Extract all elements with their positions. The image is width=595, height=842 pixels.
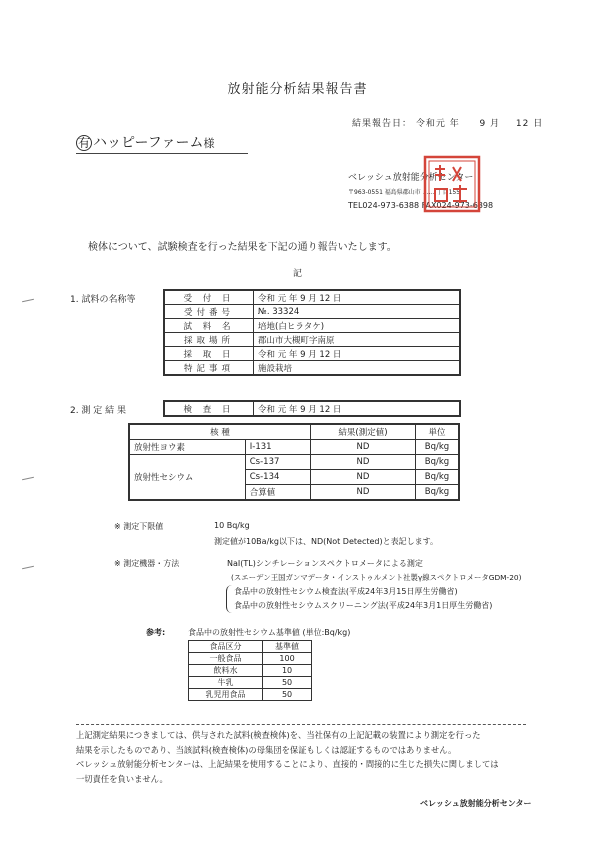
ref-value: 50 — [263, 689, 312, 701]
reference-caption: 食品中の放射性セシウム基準値 (単位:Bq/kg) — [188, 628, 351, 637]
table-row — [164, 347, 460, 361]
method-line1: NaI(TL)シンチレーションスペクトロメータによる測定 — [227, 559, 423, 568]
measurement-table — [128, 423, 460, 501]
issuer-name: ベレッシュ放射能分析センター — [348, 173, 474, 183]
ref-category: 飲料水 — [189, 665, 263, 677]
sample-value: №. 33324 — [254, 305, 461, 319]
inspection-date-table — [163, 400, 461, 417]
issuer-tel: TEL024-973-6388 FAX024-973-6398 — [348, 201, 494, 210]
sample-label: 試 料 名 — [164, 319, 254, 333]
detection-limit-value: 10 Bq/kg — [214, 521, 250, 530]
nuclide-result: ND — [310, 485, 415, 501]
table-row — [189, 677, 312, 689]
sample-label: 特記事項 — [164, 361, 254, 376]
nuclide-unit: Bq/kg — [415, 470, 459, 485]
nuclide-unit: Bq/kg — [415, 440, 459, 455]
disclaimer-line: 一切責任を負いません。 — [76, 773, 168, 784]
report-date-label: 結果報告日： — [352, 119, 413, 129]
method-brace — [226, 585, 233, 613]
sample-info-table — [163, 289, 461, 376]
method-line2: (スエーデン王国ガンマデータ・インストゥルメント社製γ線スペクトロメータGDM-20) — [231, 573, 522, 582]
report-date-era: 令和元 — [415, 119, 446, 129]
ref-category: 牛乳 — [189, 677, 263, 689]
sample-value: 令和 元 年 9 月 12 日 — [254, 347, 461, 361]
sample-value: 郡山市大槻町字南原 — [254, 333, 461, 347]
table-row — [129, 440, 459, 455]
table-row — [164, 401, 460, 416]
disclaimer-line: 結果を示したものであり、当該試料(検査検体)の母集団を保証もしくは認証するものではありません。 — [76, 744, 457, 755]
sample-label: 受 付 日 — [164, 290, 254, 305]
ref-category: 一般食品 — [189, 653, 263, 665]
margin-mark — [22, 566, 34, 569]
header-unit: 単位 — [415, 424, 459, 440]
nuclide-unit: Bq/kg — [415, 455, 459, 470]
sample-label: 受付番号 — [164, 305, 254, 319]
intro-text: 検体について、試験検査を行った結果を下記の通り報告いたします。 — [88, 242, 397, 253]
table-row — [189, 653, 312, 665]
table-row — [164, 319, 460, 333]
recipient-honorific: 様 — [203, 137, 215, 150]
sample-label: 採 取 日 — [164, 347, 254, 361]
nuclide-group: 放射性ヨウ素 — [129, 440, 245, 455]
method-line3: 食品中の放射性セシウム検査法(平成24年3月15日厚生労働省) — [234, 587, 458, 596]
nuclide-result: ND — [310, 470, 415, 485]
section2-heading: 2. 測 定 結 果 — [70, 406, 127, 416]
table-row — [129, 455, 459, 470]
reference-table — [188, 640, 312, 701]
ref-value: 50 — [263, 677, 312, 689]
nuclide-group: 放射性セシウム — [129, 455, 245, 501]
table-row — [189, 665, 312, 677]
section1-heading: 1. 試料の名称等 — [70, 295, 136, 305]
disclaimer-line: 上記測定結果につきましては、供与された試料(検査検体)を、当社保有の上記記載の装置により測定を行った — [76, 730, 481, 740]
ref-header-category: 食品区分 — [189, 641, 263, 653]
nuclide-unit: Bq/kg — [415, 485, 459, 501]
table-row — [164, 290, 460, 305]
ref-value: 100 — [263, 653, 312, 665]
inspection-value: 令和 元 年 9 月 12 日 — [254, 401, 461, 416]
nuclide-name: 合算値 — [245, 485, 310, 501]
sample-value: 施設栽培 — [254, 361, 461, 376]
detection-limit-label: ※ 測定下限値 — [114, 522, 164, 531]
table-row — [164, 305, 460, 319]
issuer-address: 〒963-0551 福島県郡山市 …… 丁目155 — [348, 189, 461, 196]
report-date-tsuki: 月 — [490, 119, 501, 129]
report-date-nen: 年 — [449, 119, 460, 129]
method-label: ※ 測定機器・方法 — [114, 559, 180, 568]
nuclide-name: Cs-134 — [245, 470, 310, 485]
recipient-prefix: 有 — [77, 136, 90, 150]
detection-limit-note: 測定値が10Ba/kg以下は、ND(Not Detected)と表記します。 — [214, 537, 438, 546]
ki-marker: 記 — [292, 269, 302, 279]
disclaimer — [76, 724, 526, 786]
ref-category: 乳児用食品 — [189, 689, 263, 701]
report-date — [352, 116, 543, 129]
company-seal-icon — [423, 155, 481, 213]
recipient-name: ハッピーファーム — [93, 135, 204, 151]
table-row — [164, 333, 460, 347]
header-nuclide: 核 種 — [129, 424, 310, 440]
ref-header-value: 基準値 — [263, 641, 312, 653]
table-header-row — [129, 424, 459, 440]
nuclide-name: I-131 — [245, 440, 310, 455]
nuclide-result: ND — [310, 455, 415, 470]
report-date-month: 9 — [479, 119, 487, 129]
inspection-label: 検 査 日 — [164, 401, 254, 416]
nuclide-name: Cs-137 — [245, 455, 310, 470]
disclaimer-line: ベレッシュ放射能分析センターは、上記結果を使用することにより、直接的・間接的に生じた損失に関しましては — [76, 759, 499, 769]
sample-value: 培地(白ヒラタケ) — [254, 319, 461, 333]
table-row — [164, 361, 460, 376]
recipient — [76, 132, 248, 154]
sample-label: 採取場所 — [164, 333, 254, 347]
ref-value: 10 — [263, 665, 312, 677]
footer-issuer: ベレッシュ放射能分析センター — [420, 799, 532, 808]
report-date-hi: 日 — [533, 119, 544, 129]
table-header-row — [189, 641, 312, 653]
header-result: 結果(測定値) — [310, 424, 415, 440]
reference-label: 参考: — [146, 628, 166, 637]
margin-mark — [22, 299, 34, 302]
report-title: 放射能分析結果報告書 — [227, 82, 368, 97]
nuclide-result: ND — [310, 440, 415, 455]
report-date-day: 12 — [515, 119, 530, 129]
method-line4: 食品中の放射性セシウムスクリーニング法(平成24年3月1日厚生労働省) — [234, 601, 493, 610]
sample-value: 令和 元 年 9 月 12 日 — [254, 290, 461, 305]
table-row — [189, 689, 312, 701]
margin-mark — [22, 477, 34, 480]
